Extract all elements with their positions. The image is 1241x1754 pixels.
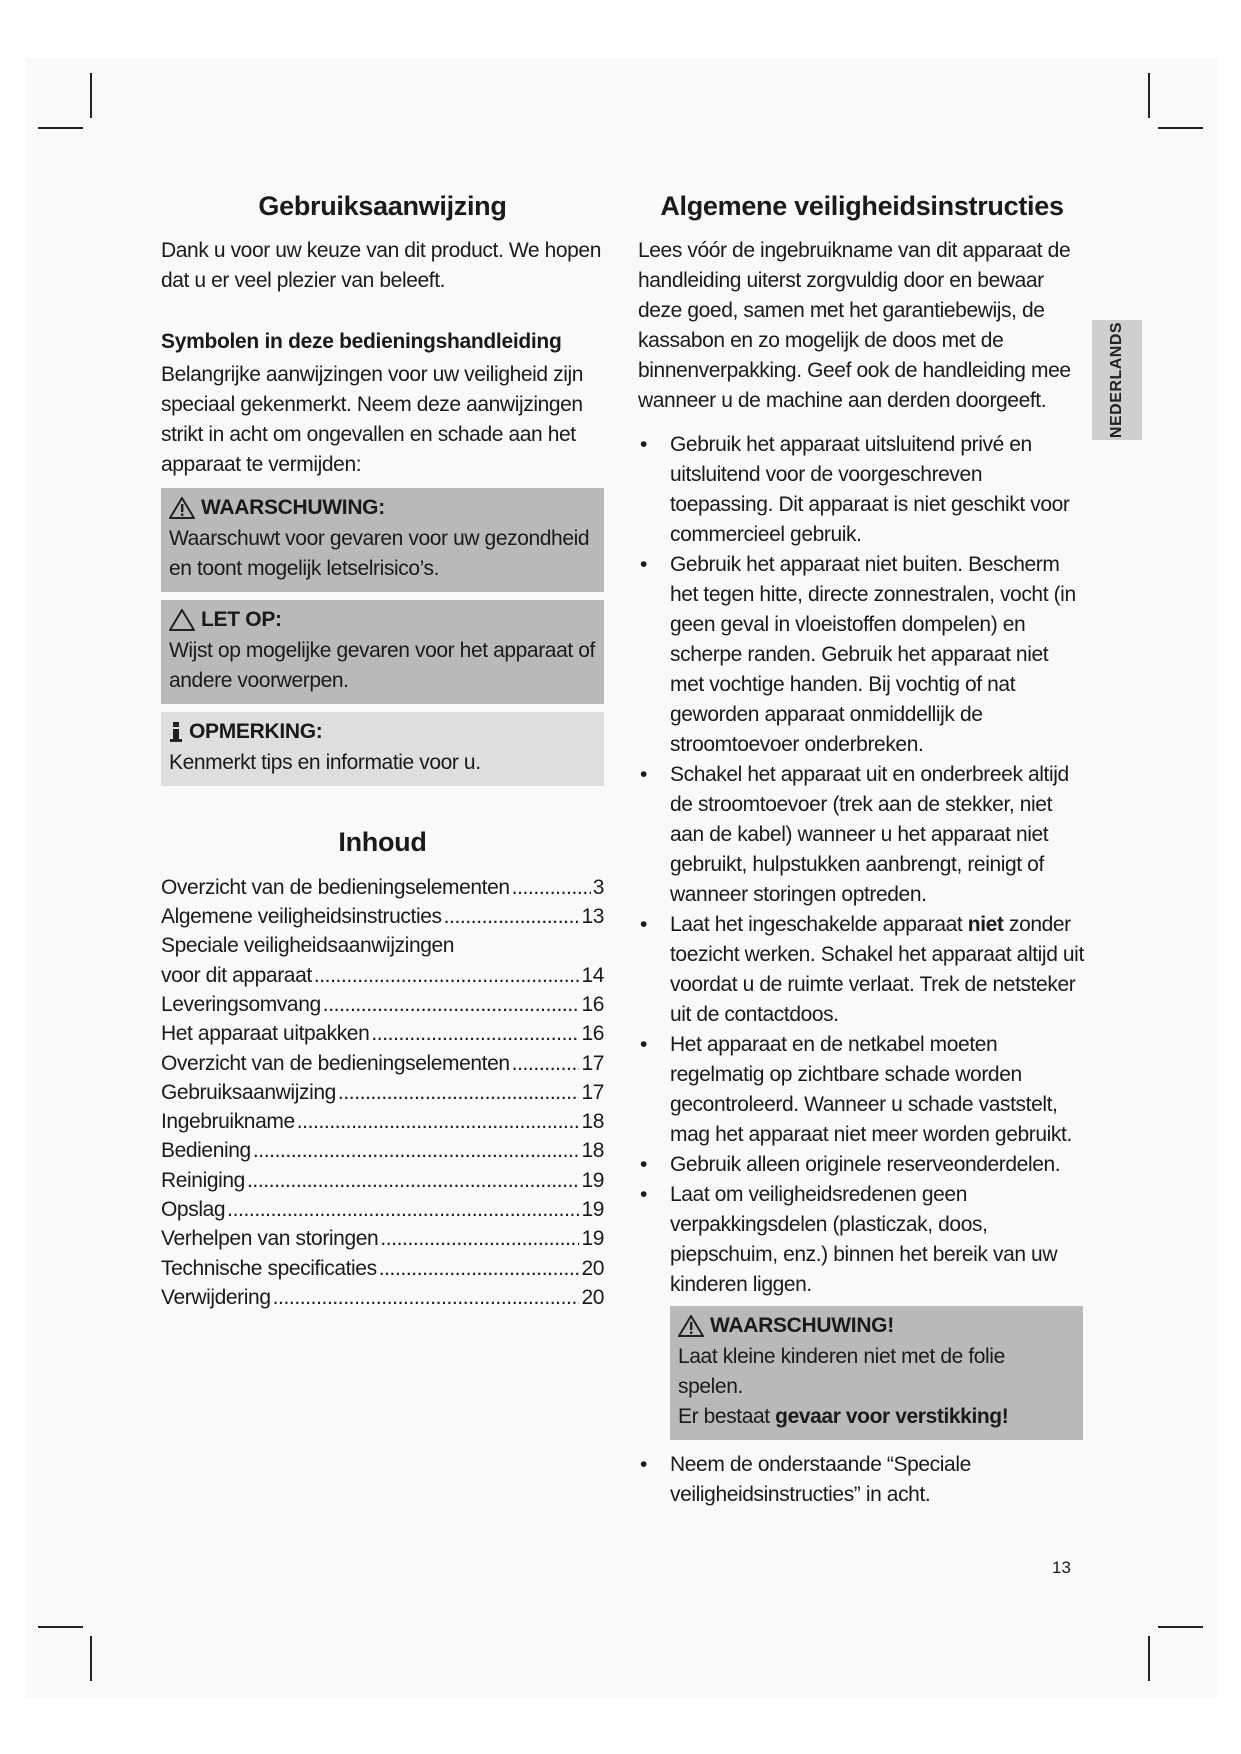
- toc-page: 19: [581, 1168, 604, 1192]
- toc-label: Leveringsomvang: [161, 992, 321, 1016]
- toc-leader: [297, 1107, 580, 1136]
- crop-mark: [90, 1636, 92, 1681]
- toc-label: Overzicht van de bedieningselementen: [161, 875, 510, 899]
- section-title-gebruiksaanwijzing: Gebruiksaanwijzing: [258, 191, 507, 221]
- section-title-veiligheidsinstructies: Algemene veiligheidsinstructies: [660, 191, 1064, 221]
- warning-triangle-outline-icon: [169, 609, 195, 631]
- toc-entry[interactable]: [161, 1166, 604, 1195]
- intro-text: Dank u voor uw keuze van dit product. We hopen dat u er veel plezier van beleeft.: [161, 239, 601, 293]
- toc-label: Gebruiksaanwijzing: [161, 1080, 336, 1104]
- toc-label: voor dit apparaat: [161, 963, 312, 987]
- notice-heading-text: WAARSCHUWING!: [710, 1314, 894, 1338]
- safety-intro-text: Lees vóór de ingebruikname van dit apparaat de handleiding uiterst zorgvuldig door en bewaar deze goed, samen met het garantiebewijs, de kassabon en zo mogelijk de doos met de binnenverpakking. Geef ook de handleiding mee wanneer u de machine aan derden doorgeeft.: [638, 239, 1071, 413]
- toc-entry[interactable]: [161, 990, 604, 1019]
- toc-label: Algemene veiligheidsinstructies: [161, 905, 442, 929]
- list-item: • Gebruik het apparaat niet buiten. Bescherm het tegen hitte, directe zonnestralen, vocht (in geen geval in vloeistoffen dompelen) en scherpe randen. Gebruik het apparaat niet met vochtige handen. Bij vochtig of nat geworden apparaat onmiddellijk de stroomtoevoer onderbreken.: [638, 550, 1086, 760]
- toc-leader: [512, 873, 591, 902]
- list-item: [638, 910, 1086, 1030]
- notice-caution: [161, 600, 604, 704]
- toc-leader: [253, 1136, 580, 1165]
- left-column: [161, 190, 604, 1312]
- toc-page: 3: [592, 875, 604, 899]
- notice-heading: [169, 716, 596, 748]
- notice-text: Kenmerkt tips en informatie voor u.: [169, 751, 481, 775]
- toc-leader: [338, 1078, 580, 1107]
- toc-page: 16: [581, 1022, 604, 1046]
- notice-heading: [678, 1310, 1075, 1342]
- notice-heading-text: WAARSCHUWING:: [201, 496, 385, 520]
- language-tab: [1092, 320, 1142, 440]
- safety-list: [638, 430, 1086, 1300]
- toc-page: 18: [581, 1110, 604, 1134]
- crop-mark: [90, 73, 92, 118]
- notice-heading: [169, 604, 596, 636]
- crop-mark: [38, 127, 83, 129]
- symbols-text: Belangrijke aanwijzingen voor uw veiligheid zijn speciaal gekenmerkt. Neem deze aanwijzingen strikt in acht om ongevallen en schade aan het apparaat te vermijden:: [161, 363, 584, 477]
- toc-leader: [247, 1166, 579, 1195]
- right-column: [638, 190, 1086, 1510]
- toc-entry[interactable]: [161, 1195, 604, 1224]
- notice-text-line: Er bestaat: [678, 1405, 776, 1429]
- list-item: • Het apparaat en de netkabel moeten regelmatig op zichtbare schade worden gecontroleerd. Wanneer u schade vaststelt, mag het apparaat niet meer worden gebruikt.: [638, 1030, 1086, 1150]
- toc-leader: [444, 902, 580, 931]
- toc-label: Reiniging: [161, 1168, 245, 1192]
- toc-page: 20: [581, 1256, 604, 1280]
- toc-label: Bediening: [161, 1139, 251, 1163]
- notice-text: [678, 1342, 1075, 1432]
- toc-entry[interactable]: [161, 1224, 604, 1253]
- toc-leader: [273, 1283, 580, 1312]
- crop-mark: [38, 1626, 83, 1628]
- toc-label: Overzicht van de bedieningselementen: [161, 1051, 510, 1075]
- toc-entry[interactable]: [161, 1283, 604, 1312]
- notice-text: Wijst op mogelijke gevaren voor het apparaat of andere voorwerpen.: [169, 639, 595, 693]
- toc-page: 16: [581, 992, 604, 1016]
- notice-text: Waarschuwt voor gevaren voor uw gezondheid en toont mogelijk letselrisico’s.: [169, 527, 590, 581]
- toc-entry[interactable]: [161, 931, 604, 960]
- toc-entry[interactable]: [161, 1019, 604, 1048]
- toc-page: 17: [581, 1051, 604, 1075]
- toc-page: 18: [581, 1139, 604, 1163]
- toc-page: 17: [581, 1080, 604, 1104]
- toc-entry[interactable]: [161, 1078, 604, 1107]
- page-number: 13: [1052, 1558, 1071, 1577]
- toc-entry[interactable]: [161, 1049, 604, 1078]
- toc-page: 19: [581, 1198, 604, 1222]
- list-item-text: zonder toezicht werken. Schakel het apparaat altijd uit voordat u de ruimte verlaat. Trek de netsteker uit de contactdoos.: [670, 913, 1084, 1027]
- toc-entry[interactable]: [161, 1107, 604, 1136]
- toc-label: Ingebruikname: [161, 1110, 295, 1134]
- notice-text-line: Laat kleine kinderen niet met de folie spelen.: [678, 1345, 1005, 1399]
- symbols-heading: Symbolen in deze bedieningshandleiding: [161, 330, 562, 354]
- notice-heading: [169, 492, 596, 524]
- toc-leader: [371, 1019, 579, 1048]
- list-item: • Laat om veiligheidsredenen geen verpakkingsdelen (plasticzak, doos, piepschuim, enz.) binnen het bereik van uw kinderen liggen.: [638, 1180, 1086, 1300]
- list-item-text: Laat het ingeschakelde apparaat: [670, 913, 968, 937]
- toc-entry[interactable]: [161, 961, 604, 990]
- crop-mark: [1148, 73, 1150, 118]
- notice-info: [161, 712, 604, 786]
- toc-leader: [323, 990, 580, 1019]
- toc-leader: [314, 961, 580, 990]
- notice-heading-text: LET OP:: [201, 608, 282, 632]
- toc-entry[interactable]: [161, 1254, 604, 1283]
- toc-label: Technische specificaties: [161, 1256, 377, 1280]
- crop-mark: [1158, 1626, 1203, 1628]
- toc-page: 13: [581, 905, 604, 929]
- toc-entry[interactable]: [161, 873, 604, 902]
- toc-leader: [512, 1049, 580, 1078]
- notice-heading-text: OPMERKING:: [189, 720, 323, 744]
- toc-leader: [227, 1195, 579, 1224]
- safety-list-continued: [638, 1450, 1086, 1510]
- toc-label: Het apparaat uitpakken: [161, 1022, 370, 1046]
- warning-triangle-filled-icon: [169, 497, 195, 519]
- notice-warning: [161, 488, 604, 592]
- list-item-emphasis: niet: [967, 913, 1004, 937]
- table-of-contents: [161, 873, 604, 1312]
- list-item: • Gebruik alleen originele reserveonderdelen.: [638, 1150, 1086, 1180]
- crop-mark: [1158, 127, 1203, 129]
- list-item: • Neem de onderstaande “Speciale veiligheidsinstructies” in acht.: [638, 1450, 1086, 1510]
- toc-leader: [380, 1224, 579, 1253]
- toc-page: 14: [581, 963, 604, 987]
- crop-mark: [1148, 1636, 1150, 1681]
- toc-label: Opslag: [161, 1198, 226, 1222]
- warning-triangle-filled-icon: [678, 1315, 704, 1337]
- info-icon: [169, 721, 183, 743]
- section-title-inhoud: Inhoud: [338, 827, 427, 858]
- toc-label: Verhelpen van storingen: [161, 1227, 379, 1251]
- toc-label: Speciale veiligheidsaanwijzingen: [161, 934, 455, 958]
- language-tab-label: NEDERLANDS: [1108, 321, 1125, 439]
- list-item: • Schakel het apparaat uit en onderbreek altijd de stroomtoevoer (trek aan de stekker, niet aan de kabel) wanneer u het apparaat niet gebruikt, hulpstukken aanbrengt, reinigt of wanneer storingen optreden.: [638, 760, 1086, 910]
- toc-page: 20: [581, 1285, 604, 1309]
- toc-entry[interactable]: [161, 1136, 604, 1165]
- notice-warning-suffocation: [670, 1306, 1083, 1440]
- toc-label: Verwijdering: [161, 1285, 271, 1309]
- toc-entry[interactable]: [161, 902, 604, 931]
- notice-text-emphasis: gevaar voor verstikking!: [775, 1405, 1009, 1429]
- toc-leader: [379, 1254, 580, 1283]
- toc-page: 19: [581, 1227, 604, 1251]
- list-item: • Gebruik het apparaat uitsluitend privé en uitsluitend voor de voorgeschreven toepassing. Dit apparaat is niet geschikt voor commercieel gebruik.: [638, 430, 1086, 550]
